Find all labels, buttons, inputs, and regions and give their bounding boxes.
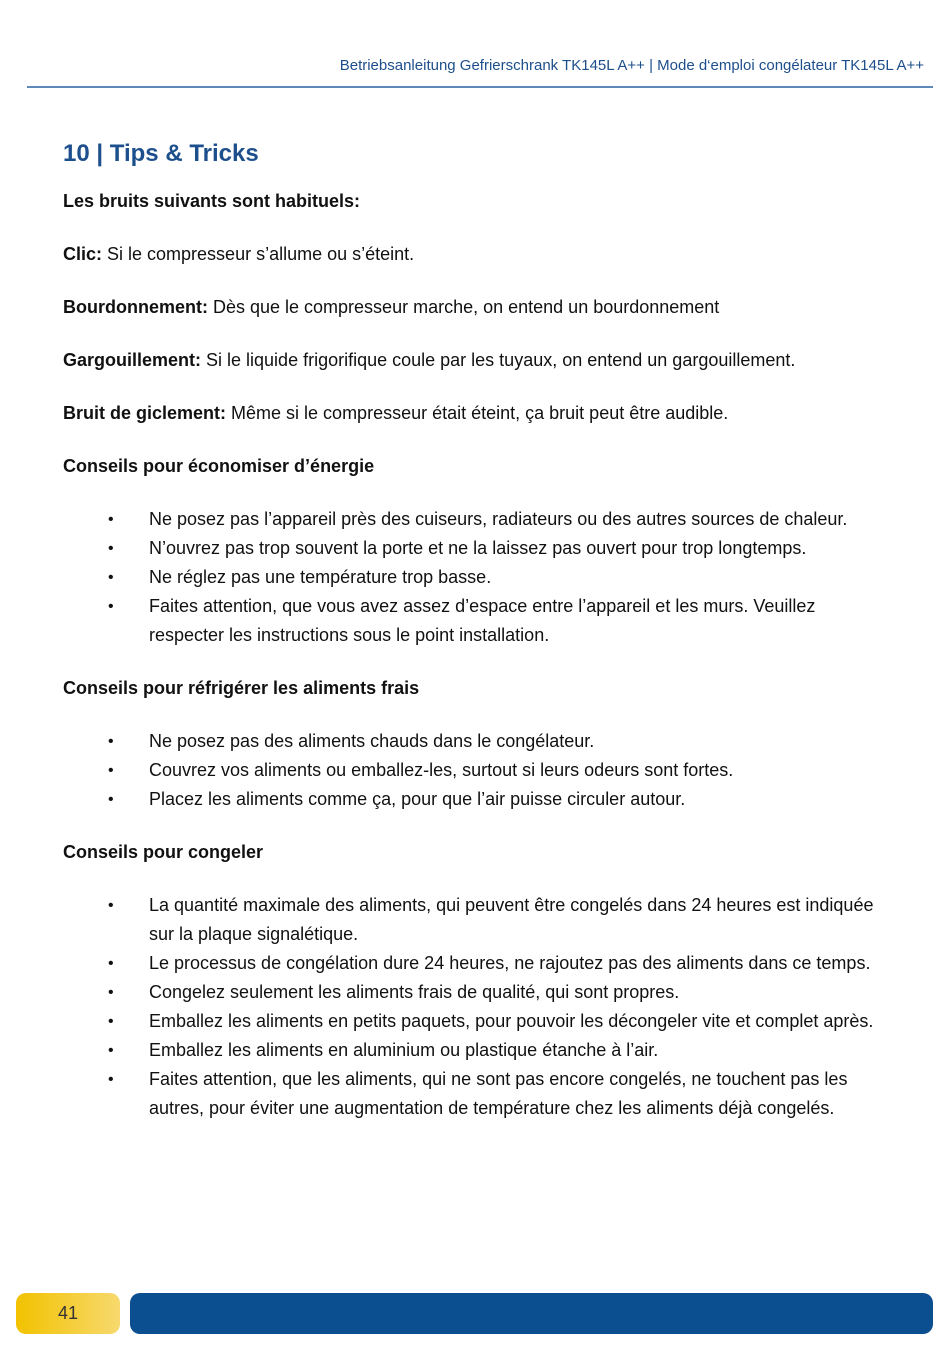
list-item xyxy=(63,891,883,949)
noise-label: Bruit de giclement: xyxy=(63,403,227,423)
list-item xyxy=(63,727,883,756)
noise-bourdonnement xyxy=(63,293,883,322)
list-item xyxy=(63,756,883,785)
footer-bar xyxy=(130,1293,933,1334)
bullet-icon: • xyxy=(108,1071,114,1088)
bullet-icon: • xyxy=(108,733,114,750)
bullet-icon: • xyxy=(108,1013,114,1030)
list-item xyxy=(63,1065,883,1123)
page-content xyxy=(63,138,883,1147)
bullet-icon: • xyxy=(108,540,114,557)
noise-text: Dès que le compresseur marche, on entend un bourdonnement xyxy=(207,297,720,317)
page-number-tab xyxy=(16,1293,120,1334)
list-item-text: Faites attention, que vous avez assez d’espace entre l’appareil et les murs. Veuillez respecter les instructions sous le point installation. xyxy=(149,596,816,645)
fresh-list xyxy=(63,727,883,814)
list-item xyxy=(63,978,883,1007)
bullet-icon: • xyxy=(108,897,114,914)
intro-heading: Les bruits suivants sont habituels: xyxy=(63,191,361,211)
noise-label: Clic: xyxy=(63,244,103,264)
section-title: 10 | Tips & Tricks xyxy=(63,140,259,167)
freeze-heading: Conseils pour congeler xyxy=(63,842,264,862)
noise-clic xyxy=(63,240,883,269)
bullet-icon: • xyxy=(108,1042,114,1059)
bullet-icon: • xyxy=(108,955,114,972)
list-item xyxy=(63,505,883,534)
list-item xyxy=(63,949,883,978)
noise-text: Si le liquide frigorifique coule par les tuyaux, on entend un gargouillement. xyxy=(201,350,796,370)
list-item-text: Placez les aliments comme ça, pour que l’air puisse circuler autour. xyxy=(149,789,686,809)
bullet-icon: • xyxy=(108,598,114,615)
noise-gargouillement xyxy=(63,346,883,375)
list-item-text: Ne posez pas des aliments chauds dans le congélateur. xyxy=(149,731,595,751)
running-header: Betriebsanleitung Gefrierschrank TK145L A++ | Mode d‘emploi congélateur TK145L A++ xyxy=(339,57,924,74)
bullet-icon: • xyxy=(108,511,114,528)
energy-heading: Conseils pour économiser d’énergie xyxy=(63,456,375,476)
list-item-text: Congelez seulement les aliments frais de qualité, qui sont propres. xyxy=(149,982,680,1002)
noise-label: Gargouillement: xyxy=(63,350,202,370)
list-item-text: Ne posez pas l’appareil près des cuiseurs, radiateurs ou des autres sources de chaleur. xyxy=(149,509,848,529)
list-item-text: La quantité maximale des aliments, qui peuvent être congelés dans 24 heures est indiquée sur la plaque signalétique. xyxy=(149,895,874,944)
header-divider xyxy=(27,86,933,88)
energy-list xyxy=(63,505,883,650)
bullet-icon: • xyxy=(108,569,114,586)
list-item xyxy=(63,1007,883,1036)
list-item xyxy=(63,563,883,592)
list-item xyxy=(63,592,883,650)
freeze-list xyxy=(63,891,883,1123)
bullet-icon: • xyxy=(108,984,114,1001)
page-number: 41 xyxy=(57,1303,79,1323)
list-item-text: Emballez les aliments en petits paquets, pour pouvoir les décongeler vite et complet après. xyxy=(149,1011,874,1031)
bullet-icon: • xyxy=(108,791,114,808)
list-item-text: Ne réglez pas une température trop basse. xyxy=(149,567,492,587)
list-item xyxy=(63,785,883,814)
noise-text: Même si le compresseur était éteint, ça bruit peut être audible. xyxy=(226,403,729,423)
list-item-text: Emballez les aliments en aluminium ou plastique étanche à l’air. xyxy=(149,1040,659,1060)
fresh-heading: Conseils pour réfrigérer les aliments frais xyxy=(63,678,420,698)
noise-label: Bourdonnement: xyxy=(63,297,208,317)
noise-giclement xyxy=(63,399,883,428)
list-item-text: Faites attention, que les aliments, qui ne sont pas encore congelés, ne touchent pas les autres, pour éviter une augmentation de température chez les aliments déjà congelés. xyxy=(149,1069,848,1118)
list-item-text: Couvrez vos aliments ou emballez-les, surtout si leurs odeurs sont fortes. xyxy=(149,760,734,780)
list-item-text: Le processus de congélation dure 24 heures, ne rajoutez pas des aliments dans ce temps. xyxy=(149,953,871,973)
list-item-text: N’ouvrez pas trop souvent la porte et ne la laissez pas ouvert pour trop longtemps. xyxy=(149,538,807,558)
list-item xyxy=(63,1036,883,1065)
bullet-icon: • xyxy=(108,762,114,779)
list-item xyxy=(63,534,883,563)
noise-text: Si le compresseur s’allume ou s’éteint. xyxy=(102,244,415,264)
